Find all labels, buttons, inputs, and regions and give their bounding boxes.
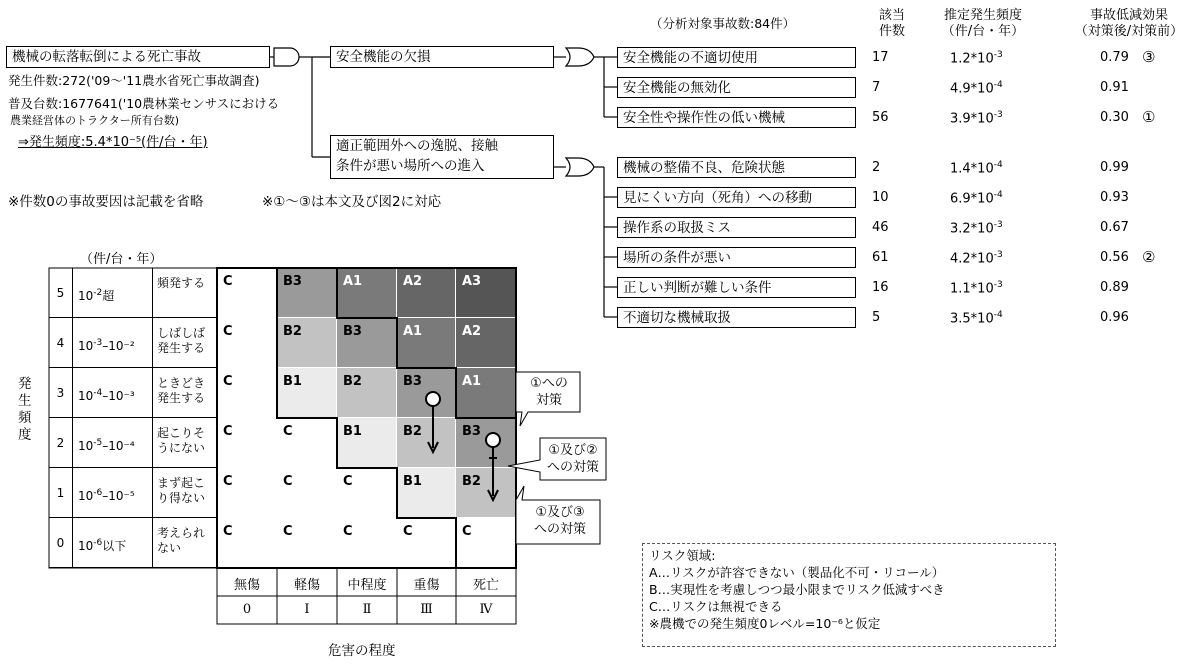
cause-effect: 0.91 xyxy=(1100,80,1129,95)
legend-title: リスク領域: xyxy=(649,548,716,563)
matrix-range-base: 10 xyxy=(78,439,94,453)
risk-cell-code: A2 xyxy=(403,274,423,289)
cause-count: 16 xyxy=(872,280,889,295)
cause-count: 61 xyxy=(872,250,889,265)
cause-frequency-exponent: -4 xyxy=(993,310,1003,320)
risk-cell-code: B3 xyxy=(403,374,422,389)
risk-cell-code: B2 xyxy=(403,424,422,439)
col-count-line2: 件数 xyxy=(878,24,905,39)
severity-label: 無傷 xyxy=(233,578,260,593)
matrix-desc-line1: 起こりそ xyxy=(157,426,206,440)
risk-cell-code: B2 xyxy=(343,374,362,389)
severity-label: 死亡 xyxy=(472,578,499,593)
cause-label: 見にくい方向（死角）への移動 xyxy=(623,190,812,206)
cause-frequency-exponent: -3 xyxy=(993,50,1003,60)
matrix-desc-line2: 発生する xyxy=(157,391,206,405)
legend-a: A…リスクが許容できない（製品化不可・リコール） xyxy=(649,565,945,580)
cause-frequency-mantissa: 1.2*10 xyxy=(950,51,994,67)
cause-count: 56 xyxy=(872,110,889,125)
severity-numeral: Ⅲ xyxy=(420,602,433,617)
risk-cell-code: B3 xyxy=(462,424,481,439)
cause-count: 5 xyxy=(872,310,881,325)
risk-cell-code: C xyxy=(223,424,233,439)
risk-cell-code: C xyxy=(462,524,472,539)
cause-frequency-exponent: -3 xyxy=(993,280,1003,290)
matrix-level-value: 0 xyxy=(56,536,65,550)
cause-count: 17 xyxy=(872,50,889,65)
risk-cell-code: B3 xyxy=(343,324,362,339)
cause-frequency-mantissa: 6.9*10 xyxy=(950,191,994,207)
risk-cell-code: C xyxy=(223,374,233,389)
risk-cell-code: C xyxy=(223,524,233,539)
risk-cell-code: C xyxy=(403,524,413,539)
matrix-desc-line1: 考えられ xyxy=(157,526,206,540)
cause-effect: 0.99 xyxy=(1100,160,1129,175)
cause-count: 46 xyxy=(872,220,889,235)
matrix-desc-line1: しばしば xyxy=(157,326,206,340)
cause-frequency-mantissa: 3.2*10 xyxy=(950,221,994,237)
cause-frequency-mantissa: 1.4*10 xyxy=(950,161,994,177)
matrix-level-value: 2 xyxy=(56,436,65,450)
cause-mark: ① xyxy=(1142,108,1156,126)
risk-cell-code: C xyxy=(223,474,233,489)
cause-frequency-mantissa: 1.1*10 xyxy=(950,281,994,297)
callout-12 xyxy=(540,442,606,476)
cause-frequency-mantissa: 3.5*10 xyxy=(950,311,994,327)
matrix-range-suffix: 以下 xyxy=(102,539,127,553)
matrix-desc-line1: 頻発する xyxy=(157,276,206,290)
risk-cell-code: C xyxy=(223,324,233,339)
cause-frequency-exponent: -3 xyxy=(993,110,1003,120)
matrix-range-exponent: -6 xyxy=(93,538,103,548)
cause-frequency-exponent: -4 xyxy=(993,80,1003,90)
matrix-range-exponent: -2 xyxy=(93,288,103,298)
callout-13-line2: への対策 xyxy=(533,522,586,537)
top-event-population: 普及台数:1677641('10農林業センサスにおける xyxy=(8,96,280,111)
callout-13-line1: ①及び③ xyxy=(535,505,585,520)
matrix-desc-line1: まず起こ xyxy=(157,476,206,490)
col-effect-line1: 事故低減効果 xyxy=(1089,8,1168,23)
matrix-range-base: 10 xyxy=(78,389,94,403)
matrix-range-base: 10 xyxy=(78,289,94,303)
cause-mark: ② xyxy=(1142,248,1156,266)
risk-cell-code: A1 xyxy=(343,274,363,289)
col-effect-line2: （対策後/対策前） xyxy=(1074,24,1184,39)
cause-frequency-exponent: -4 xyxy=(993,160,1003,170)
risk-cell-code: B2 xyxy=(283,324,302,339)
cause-label: 安全性や操作性の低い機械 xyxy=(623,110,785,126)
matrix-desc-line2: り得ない xyxy=(157,491,206,505)
risk-cell-code: A3 xyxy=(462,274,482,289)
risk-cell-code: B3 xyxy=(283,274,302,289)
top-event-title: 機械の転落転倒による死亡事故 xyxy=(12,49,201,65)
risk-cell-code: B1 xyxy=(283,374,302,389)
cause-mark: ③ xyxy=(1142,48,1156,66)
note-correspondence: ※①～③は本文及び図2に対応 xyxy=(262,194,442,210)
analysis-count: （分析対象事故数:84件） xyxy=(650,16,796,31)
severity-label: 中程度 xyxy=(347,578,387,593)
callout-12-line2: への対策 xyxy=(546,460,599,475)
matrix-desc-line2: 発生する xyxy=(157,341,206,355)
cause-count: 7 xyxy=(872,80,881,95)
cause-count: 2 xyxy=(872,160,881,175)
y-axis-char-4: 度 xyxy=(18,427,32,443)
matrix-range-exponent: -3 xyxy=(93,338,103,348)
matrix-level-value: 4 xyxy=(56,336,65,350)
risk-cell-code: C xyxy=(223,274,233,289)
cause-effect: 0.96 xyxy=(1100,310,1129,325)
x-axis-title: 危害の程度 xyxy=(328,643,396,659)
matrix-range-suffix: –10⁻² xyxy=(102,339,135,353)
cause-effect: 0.56 xyxy=(1100,250,1129,265)
cause-effect: 0.89 xyxy=(1100,280,1129,295)
group-safety-loss-label: 安全機能の欠損 xyxy=(336,49,431,65)
cause-label: 機械の整備不良、危険状態 xyxy=(623,160,785,176)
risk-cell-code: C xyxy=(343,524,353,539)
cause-count: 10 xyxy=(872,190,889,205)
callout-13 xyxy=(520,504,600,538)
matrix-level-value: 1 xyxy=(56,486,65,500)
matrix-range-suffix: –10⁻⁴ xyxy=(102,439,135,453)
severity-numeral: Ⅳ xyxy=(479,602,493,617)
cause-effect: 0.79 xyxy=(1100,50,1129,65)
cause-frequency-mantissa: 4.9*10 xyxy=(950,81,994,97)
top-event-population-note: 農業経営体のトラクター所有台数) xyxy=(10,114,180,127)
severity-label: 重傷 xyxy=(413,578,440,593)
severity-numeral: Ⅱ xyxy=(362,602,372,617)
col-freq-line2: （件/台・年） xyxy=(941,24,1025,39)
cause-effect: 0.30 xyxy=(1100,110,1129,125)
cause-frequency-mantissa: 3.9*10 xyxy=(950,111,994,127)
risk-cell-code: B1 xyxy=(403,474,422,489)
cause-label: 場所の条件が悪い xyxy=(623,250,731,266)
matrix-range-exponent: -6 xyxy=(93,488,103,498)
matrix-range-base: 10 xyxy=(78,339,94,353)
col-count-line1: 該当 xyxy=(878,8,905,23)
y-axis-char-1: 発 xyxy=(18,376,32,392)
legend-c: C…リスクは無視できる xyxy=(649,599,783,614)
col-freq-line1: 推定発生頻度 xyxy=(943,8,1022,23)
severity-numeral: Ⅰ xyxy=(304,602,310,617)
cause-label: 不適切な機械取扱 xyxy=(623,310,731,326)
arrow-1-start xyxy=(426,392,440,406)
group-deviation-line2: 条件が悪い場所への進入 xyxy=(336,158,485,174)
risk-cell-code: B1 xyxy=(343,424,362,439)
severity-numeral: 0 xyxy=(242,602,252,617)
severity-label: 軽傷 xyxy=(293,578,320,593)
matrix-range-suffix: –10⁻³ xyxy=(102,389,135,403)
matrix-range-exponent: -5 xyxy=(93,438,103,448)
y-axis-char-2: 生 xyxy=(18,393,32,409)
matrix-level-value: 3 xyxy=(56,386,65,400)
callout-1-line1: ①への xyxy=(530,376,568,391)
cause-effect: 0.93 xyxy=(1100,190,1129,205)
matrix-unit: （件/台・年） xyxy=(80,252,163,267)
cause-label: 安全機能の不適切使用 xyxy=(623,50,758,66)
y-axis-char-3: 頻 xyxy=(18,410,32,426)
callout-1-line2: 対策 xyxy=(535,393,562,408)
matrix-desc-line2: ない xyxy=(157,541,182,555)
legend-note: ※農機での発生頻度0レベル=10⁻⁶と仮定 xyxy=(649,616,881,631)
risk-region-legend xyxy=(642,543,1056,647)
risk-cell-code: A1 xyxy=(403,324,423,339)
callout-1 xyxy=(518,375,580,409)
top-event-frequency: ⇒発生頻度:5.4*10⁻⁵(件/台・年) xyxy=(18,135,208,150)
risk-cell-code: C xyxy=(283,524,293,539)
matrix-desc-line2: うにない xyxy=(157,441,206,455)
group-deviation-line1: 適正範囲外への逸脱、接触 xyxy=(336,138,498,154)
arrow-12-start xyxy=(486,433,500,447)
legend-b: B…実現性を考慮しつつ最小限までリスク低減すべき xyxy=(649,582,945,597)
risk-cell-code: B2 xyxy=(462,474,481,489)
matrix-level-value: 5 xyxy=(56,286,65,300)
cause-effect: 0.67 xyxy=(1100,220,1129,235)
risk-cell-code: A1 xyxy=(462,374,482,389)
matrix-range-exponent: -4 xyxy=(93,388,103,398)
cause-label: 安全機能の無効化 xyxy=(623,80,731,96)
risk-cell-code: C xyxy=(283,474,293,489)
matrix-range-suffix: 超 xyxy=(102,289,115,303)
cause-frequency-exponent: -4 xyxy=(993,190,1003,200)
cause-frequency-mantissa: 4.2*10 xyxy=(950,251,994,267)
risk-cell-code: A2 xyxy=(462,324,482,339)
matrix-range-suffix: –10⁻⁵ xyxy=(102,489,135,503)
callout-12-line1: ①及び② xyxy=(548,443,598,458)
matrix-range-base: 10 xyxy=(78,539,94,553)
matrix-desc-line1: ときどき xyxy=(157,376,206,390)
cause-label: 正しい判断が難しい条件 xyxy=(623,280,772,296)
risk-cell-code: C xyxy=(283,424,293,439)
cause-frequency-exponent: -3 xyxy=(993,250,1003,260)
cause-frequency-exponent: -3 xyxy=(993,220,1003,230)
note-omitted: ※件数0の事故要因は記載を省略 xyxy=(8,194,204,210)
cause-label: 操作系の取扱ミス xyxy=(623,220,731,236)
matrix-range-base: 10 xyxy=(78,489,94,503)
risk-cell-code: C xyxy=(343,474,353,489)
top-event-occurrences: 発生件数:272('09～'11農水省死亡事故調査) xyxy=(8,73,260,88)
